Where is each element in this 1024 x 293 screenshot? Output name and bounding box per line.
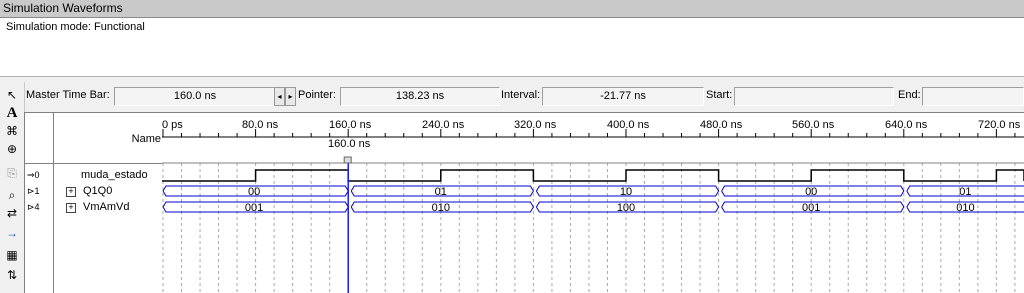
- signal-name: muda_estado: [81, 169, 148, 181]
- master-cursor-label: 160.0 ns: [328, 138, 371, 150]
- master-time-bar-label: Master Time Bar:: [26, 89, 110, 101]
- waveform-canvas[interactable]: [162, 113, 1024, 293]
- time-tick: 560.0 ns: [792, 119, 835, 131]
- replace-icon[interactable]: ⇄: [6, 206, 18, 220]
- simulation-mode-panel: [0, 18, 1024, 76]
- q1q0-value: 01: [959, 186, 972, 198]
- text-tool-icon[interactable]: A: [6, 105, 18, 121]
- pointer-field: 138.23 ns: [340, 87, 500, 106]
- go-to-icon[interactable]: →: [6, 226, 18, 240]
- time-tick: 0 ps: [162, 119, 183, 131]
- time-tick: 160.0 ns: [329, 119, 372, 131]
- master-time-bar-field[interactable]: 160.0 ns: [114, 87, 276, 106]
- signal-name: VmAmVd: [83, 201, 130, 213]
- q1q0-value: 00: [805, 186, 818, 198]
- simulation-mode-text: Simulation mode: Functional: [6, 21, 145, 33]
- vmamvd-value: 001: [802, 202, 821, 214]
- muda-estado-wave: [162, 170, 1024, 181]
- end-field: [922, 87, 1024, 106]
- time-tick: 400.0 ns: [607, 119, 650, 131]
- vmamvd-value: 001: [244, 202, 264, 214]
- pointer-label: Pointer:: [298, 89, 336, 101]
- signal-row-muda-estado[interactable]: [25, 168, 163, 183]
- name-column-header: Name: [131, 133, 161, 145]
- expand-icon[interactable]: +: [66, 203, 76, 213]
- end-label: End:: [898, 89, 921, 101]
- output-pin-icon: ⊳4: [27, 202, 40, 212]
- signal-row-vmamvd[interactable]: [25, 200, 163, 215]
- interval-label: Interval:: [501, 89, 541, 101]
- group-icon[interactable]: ▦: [6, 248, 18, 262]
- q1q0-value: 10: [619, 186, 633, 198]
- time-tick: 720.0 ns: [978, 119, 1021, 131]
- start-label: Start:: [706, 89, 733, 101]
- names-header: [25, 113, 163, 164]
- signal-name: Q1Q0: [83, 185, 113, 197]
- zoom-tool-icon[interactable]: ⊕: [6, 142, 18, 156]
- start-field: [734, 87, 894, 106]
- copy-icon[interactable]: ⎘: [7, 166, 17, 180]
- q1q0-value: 00: [247, 186, 261, 198]
- time-tick: 240.0 ns: [422, 119, 465, 131]
- waveform-toolbar: [0, 82, 25, 292]
- signal-row-q1q0[interactable]: [25, 184, 163, 199]
- output-pin-icon: ⊳1: [27, 186, 40, 196]
- q1q0-value: 01: [434, 186, 447, 198]
- time-tick: 320.0 ns: [514, 119, 557, 131]
- sort-icon[interactable]: ⇅: [6, 268, 18, 282]
- waveform-editing-tool-icon[interactable]: ⌘: [6, 124, 18, 138]
- interval-field: -21.77 ns: [542, 87, 704, 106]
- cursor-handle: [344, 157, 351, 163]
- vmamvd-value: 010: [956, 202, 975, 214]
- waveform-panel[interactable]: [162, 112, 1024, 293]
- time-tick: 480.0 ns: [700, 119, 743, 131]
- vmamvd-value: 100: [616, 202, 636, 214]
- window-titlebar: [0, 0, 1024, 18]
- time-bar: [24, 84, 1024, 110]
- signal-names-panel: [24, 112, 163, 293]
- selection-tool-icon[interactable]: ↖: [6, 88, 18, 102]
- time-bar-right-arrow-icon[interactable]: ▸: [285, 87, 296, 106]
- window-title: Simulation Waveforms: [3, 1, 123, 15]
- input-pin-icon: ⇒0: [27, 170, 40, 180]
- expand-icon[interactable]: +: [66, 187, 76, 197]
- find-icon[interactable]: ⌕: [8, 188, 16, 202]
- time-tick: 80.0 ns: [242, 119, 279, 131]
- time-bar-left-arrow-icon[interactable]: ◂: [274, 87, 285, 106]
- splitter[interactable]: [0, 76, 1024, 83]
- vmamvd-value: 010: [431, 202, 450, 214]
- time-tick: 640.0 ns: [885, 119, 928, 131]
